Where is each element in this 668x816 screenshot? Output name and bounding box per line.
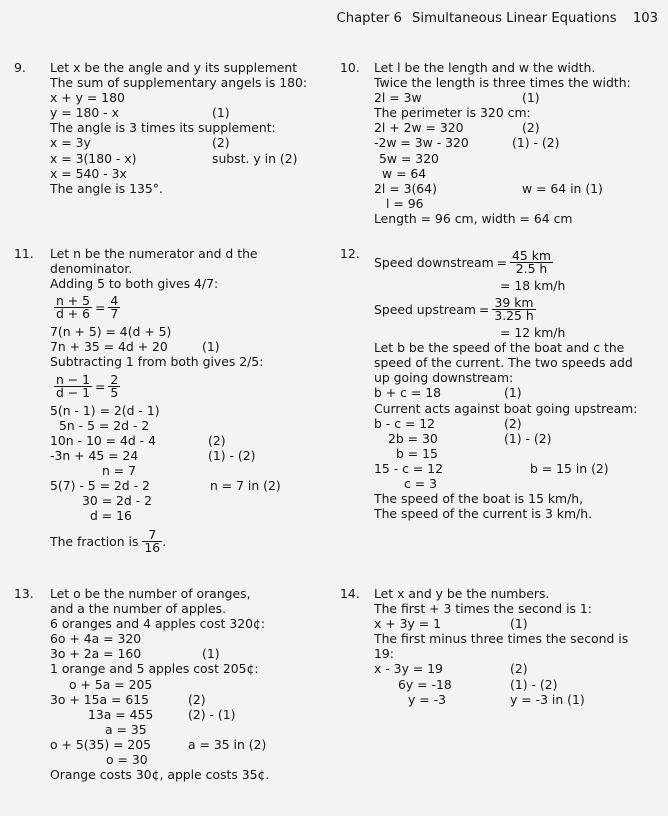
solution-line (50, 692, 340, 707)
equals-sign: = (95, 300, 106, 316)
equation: 15 - c = 12 (374, 460, 443, 476)
solution-line: l = 96 (386, 195, 424, 211)
problem-number: 13. (14, 586, 34, 601)
denominator: 2.5 h (510, 262, 553, 275)
solution-line: Length = 96 cm, width = 64 cm (374, 210, 573, 226)
equation-ref: (1) (522, 90, 540, 106)
fraction (54, 371, 92, 400)
solution-line: Let o be the number of oranges, (50, 586, 251, 601)
fraction-equation (50, 370, 340, 403)
numerator: 7 (148, 526, 157, 542)
solution-line (50, 135, 340, 150)
solution-line: = 12 km/h (500, 325, 566, 341)
solution-line (374, 416, 664, 431)
solution-line: Current acts against boat going upstream: (374, 400, 638, 416)
equation-ref: (2) (510, 661, 528, 677)
fraction (492, 294, 535, 323)
equation-ref: (2) (208, 432, 226, 448)
period: . (162, 533, 167, 549)
solution-line: 6o + 4a = 320 (50, 631, 142, 647)
solution-line (50, 448, 340, 463)
speed-label: Speed upstream (374, 301, 476, 317)
solution-line (50, 433, 340, 448)
speed-downstream (374, 246, 664, 278)
equation-ref: b = 15 in (2) (530, 460, 609, 476)
denominator: 3.25 h (494, 307, 534, 323)
equation: o + 5(35) = 205 (50, 736, 152, 752)
equation-ref: (2) (212, 135, 230, 151)
solution-line: d = 16 (90, 508, 132, 524)
solution-line: The speed of the current is 3 km/h. (374, 506, 593, 522)
solution-line (50, 478, 340, 493)
equation: 2b = 30 (388, 430, 438, 446)
equation: x - 3y = 19 (374, 661, 443, 677)
numerator: 4 (110, 293, 119, 309)
equation-ref: (1) (202, 646, 220, 662)
page-header (337, 11, 658, 26)
solution-line: The speed of the boat is 15 km/h, (374, 491, 584, 507)
solution-line: Let n be the numerator and d the (50, 246, 258, 261)
equation: b - c = 12 (374, 415, 436, 431)
solution-line (374, 385, 664, 400)
equation: y = -3 (408, 691, 446, 707)
solution-line: up going downstream: (374, 370, 514, 386)
denominator: d − 1 (56, 384, 91, 400)
numerator: 45 km (512, 247, 551, 263)
solution-line: The angle is 135°. (50, 180, 163, 196)
equation-ref: (2) (504, 415, 522, 431)
solution-line: The angle is 3 times its supplement: (50, 120, 276, 136)
equation: b + c = 18 (374, 385, 441, 401)
solution-line: 7(n + 5) = 4(d + 5) (50, 324, 172, 340)
fraction (142, 526, 162, 555)
chapter-title: Simultaneous Linear Equations (412, 11, 617, 26)
solution-line (374, 120, 664, 135)
equation-ref: (2) (522, 120, 540, 136)
solution-line: x = 540 - 3x (50, 165, 127, 181)
solution-line (50, 105, 340, 120)
equals-sign: = (478, 301, 490, 317)
equation-ref: n = 7 in (2) (210, 478, 281, 494)
solution-line: Let x be the angle and y its supplement (50, 60, 298, 75)
solution-line (50, 707, 340, 722)
equation-ref: (1) - (2) (504, 430, 552, 446)
solution-line: 5n - 5 = 2d - 2 (59, 417, 150, 433)
solution-line (374, 616, 664, 631)
equation-ref: y = -3 in (1) (510, 691, 585, 707)
equation: 2l = 3w (374, 90, 422, 106)
equation: 6y = -18 (398, 676, 452, 692)
solution-line: Let x and y be the numbers. (374, 586, 550, 601)
solution-line (50, 737, 340, 752)
solution-line: o + 5a = 205 (69, 676, 153, 692)
equation-ref: (1) (212, 105, 230, 121)
solution-line: x + y = 180 (50, 90, 125, 106)
solution-line: 6 oranges and 4 apples cost 320¢: (50, 616, 266, 632)
equation-ref: (1) - (2) (512, 135, 560, 151)
solution-line: 30 = 2d - 2 (82, 493, 153, 509)
solution-line: Orange costs 30¢, apple costs 35¢. (50, 767, 270, 783)
solution-line: Let b be the speed of the boat and c the (374, 340, 625, 356)
equation: 7n + 35 = 4d + 20 (50, 339, 168, 355)
chapter-label: Chapter 6 (336, 11, 402, 26)
fraction (510, 247, 553, 276)
solution-line (374, 431, 664, 446)
equation: y = 180 - x (50, 105, 119, 121)
numerator: n + 5 (56, 293, 90, 309)
solution-line: 5w = 320 (379, 150, 439, 166)
equation: 13a = 455 (88, 706, 154, 722)
equation: 3o + 2a = 160 (50, 646, 142, 662)
result-label: The fraction is (50, 533, 139, 549)
solution-line: The sum of supplementary angels is 180: (50, 75, 308, 91)
problem-number: 12. (340, 246, 360, 261)
denominator: 5 (110, 384, 119, 400)
solution-line (374, 692, 664, 707)
equation-ref: (1) - (2) (510, 676, 558, 692)
solution-line (374, 135, 664, 150)
solution-line: a = 35 (105, 721, 147, 737)
solution-line: The perimeter is 320 cm: (374, 105, 531, 121)
solution-line (374, 461, 664, 476)
equation: -2w = 3w - 320 (374, 135, 469, 151)
equals-sign: = (95, 378, 106, 394)
solution-line (374, 661, 664, 676)
solution-line: and a the number of apples. (50, 601, 227, 617)
equation-ref: subst. y in (2) (212, 150, 298, 166)
problem-number: 9. (14, 60, 26, 75)
equation: -3n + 45 = 24 (50, 447, 139, 463)
equation: 2l = 3(64) (374, 180, 437, 196)
problem-number: 11. (14, 246, 34, 261)
equation-ref: (2) - (1) (188, 706, 236, 722)
solution-line: w = 64 (382, 165, 427, 181)
solution-line: speed of the current. The two speeds add (374, 355, 633, 371)
solution-line (374, 677, 664, 692)
solution-line: 1 orange and 5 apples cost 205¢: (50, 661, 259, 677)
solution-line: c = 3 (404, 476, 437, 492)
equation-ref: w = 64 in (1) (522, 180, 603, 196)
solution-line: The first + 3 times the second is 1: (374, 601, 592, 617)
solution-line: 5(n - 1) = 2(d - 1) (50, 402, 160, 418)
speed-label: Speed downstream (374, 254, 494, 270)
solution-line: = 18 km/h (500, 278, 566, 293)
fraction (108, 371, 120, 400)
numerator: 2 (110, 371, 119, 387)
solution-line: The first minus three times the second is (374, 631, 629, 647)
equation: x = 3y (50, 135, 91, 151)
equation: 3o + 15a = 615 (50, 691, 149, 707)
denominator: d + 6 (56, 306, 91, 322)
equation-ref: (1) (510, 616, 528, 632)
numerator: n − 1 (56, 371, 90, 387)
solution-line: b = 15 (396, 445, 438, 461)
problem-number: 10. (340, 60, 360, 75)
solution-line: n = 7 (102, 462, 136, 478)
solution-line: denominator. (50, 261, 133, 277)
equation-ref: (2) (188, 691, 206, 707)
solution-line (50, 646, 340, 661)
solution-line: o = 30 (106, 752, 148, 768)
equation: 10n - 10 = 4d - 4 (50, 432, 156, 448)
solution-line (50, 339, 340, 354)
equation: x = 3(180 - x) (50, 150, 137, 166)
solution-line (374, 90, 664, 105)
solution-line: Twice the length is three times the width: (374, 75, 631, 91)
solution-line (374, 181, 664, 196)
fraction (108, 295, 120, 320)
equation-ref: (1) (504, 385, 522, 401)
speed-upstream (374, 293, 664, 325)
equation-ref: (1) (202, 339, 220, 355)
numerator: 39 km (494, 294, 534, 310)
solution-line (50, 151, 340, 166)
solution-line: 19: (374, 646, 394, 662)
fraction-result (50, 523, 340, 559)
solution-line: Subtracting 1 from both gives 2/5: (50, 354, 264, 370)
equation: x + 3y = 1 (374, 616, 441, 632)
problem-number: 14. (340, 586, 360, 601)
equation-ref: (1) - (2) (208, 447, 256, 463)
equation-ref: a = 35 in (2) (188, 736, 267, 752)
fraction-equation (50, 291, 340, 324)
fraction (54, 295, 92, 320)
page-number: 103 (632, 11, 658, 26)
equals-sign: = (496, 254, 508, 270)
equation: 5(7) - 5 = 2d - 2 (50, 478, 150, 494)
denominator: 7 (110, 306, 119, 322)
solution-line: Let l be the length and w the width. (374, 60, 596, 75)
solution-line: Adding 5 to both gives 4/7: (50, 276, 219, 292)
denominator: 16 (144, 539, 161, 555)
equation: 2l + 2w = 320 (374, 120, 464, 136)
